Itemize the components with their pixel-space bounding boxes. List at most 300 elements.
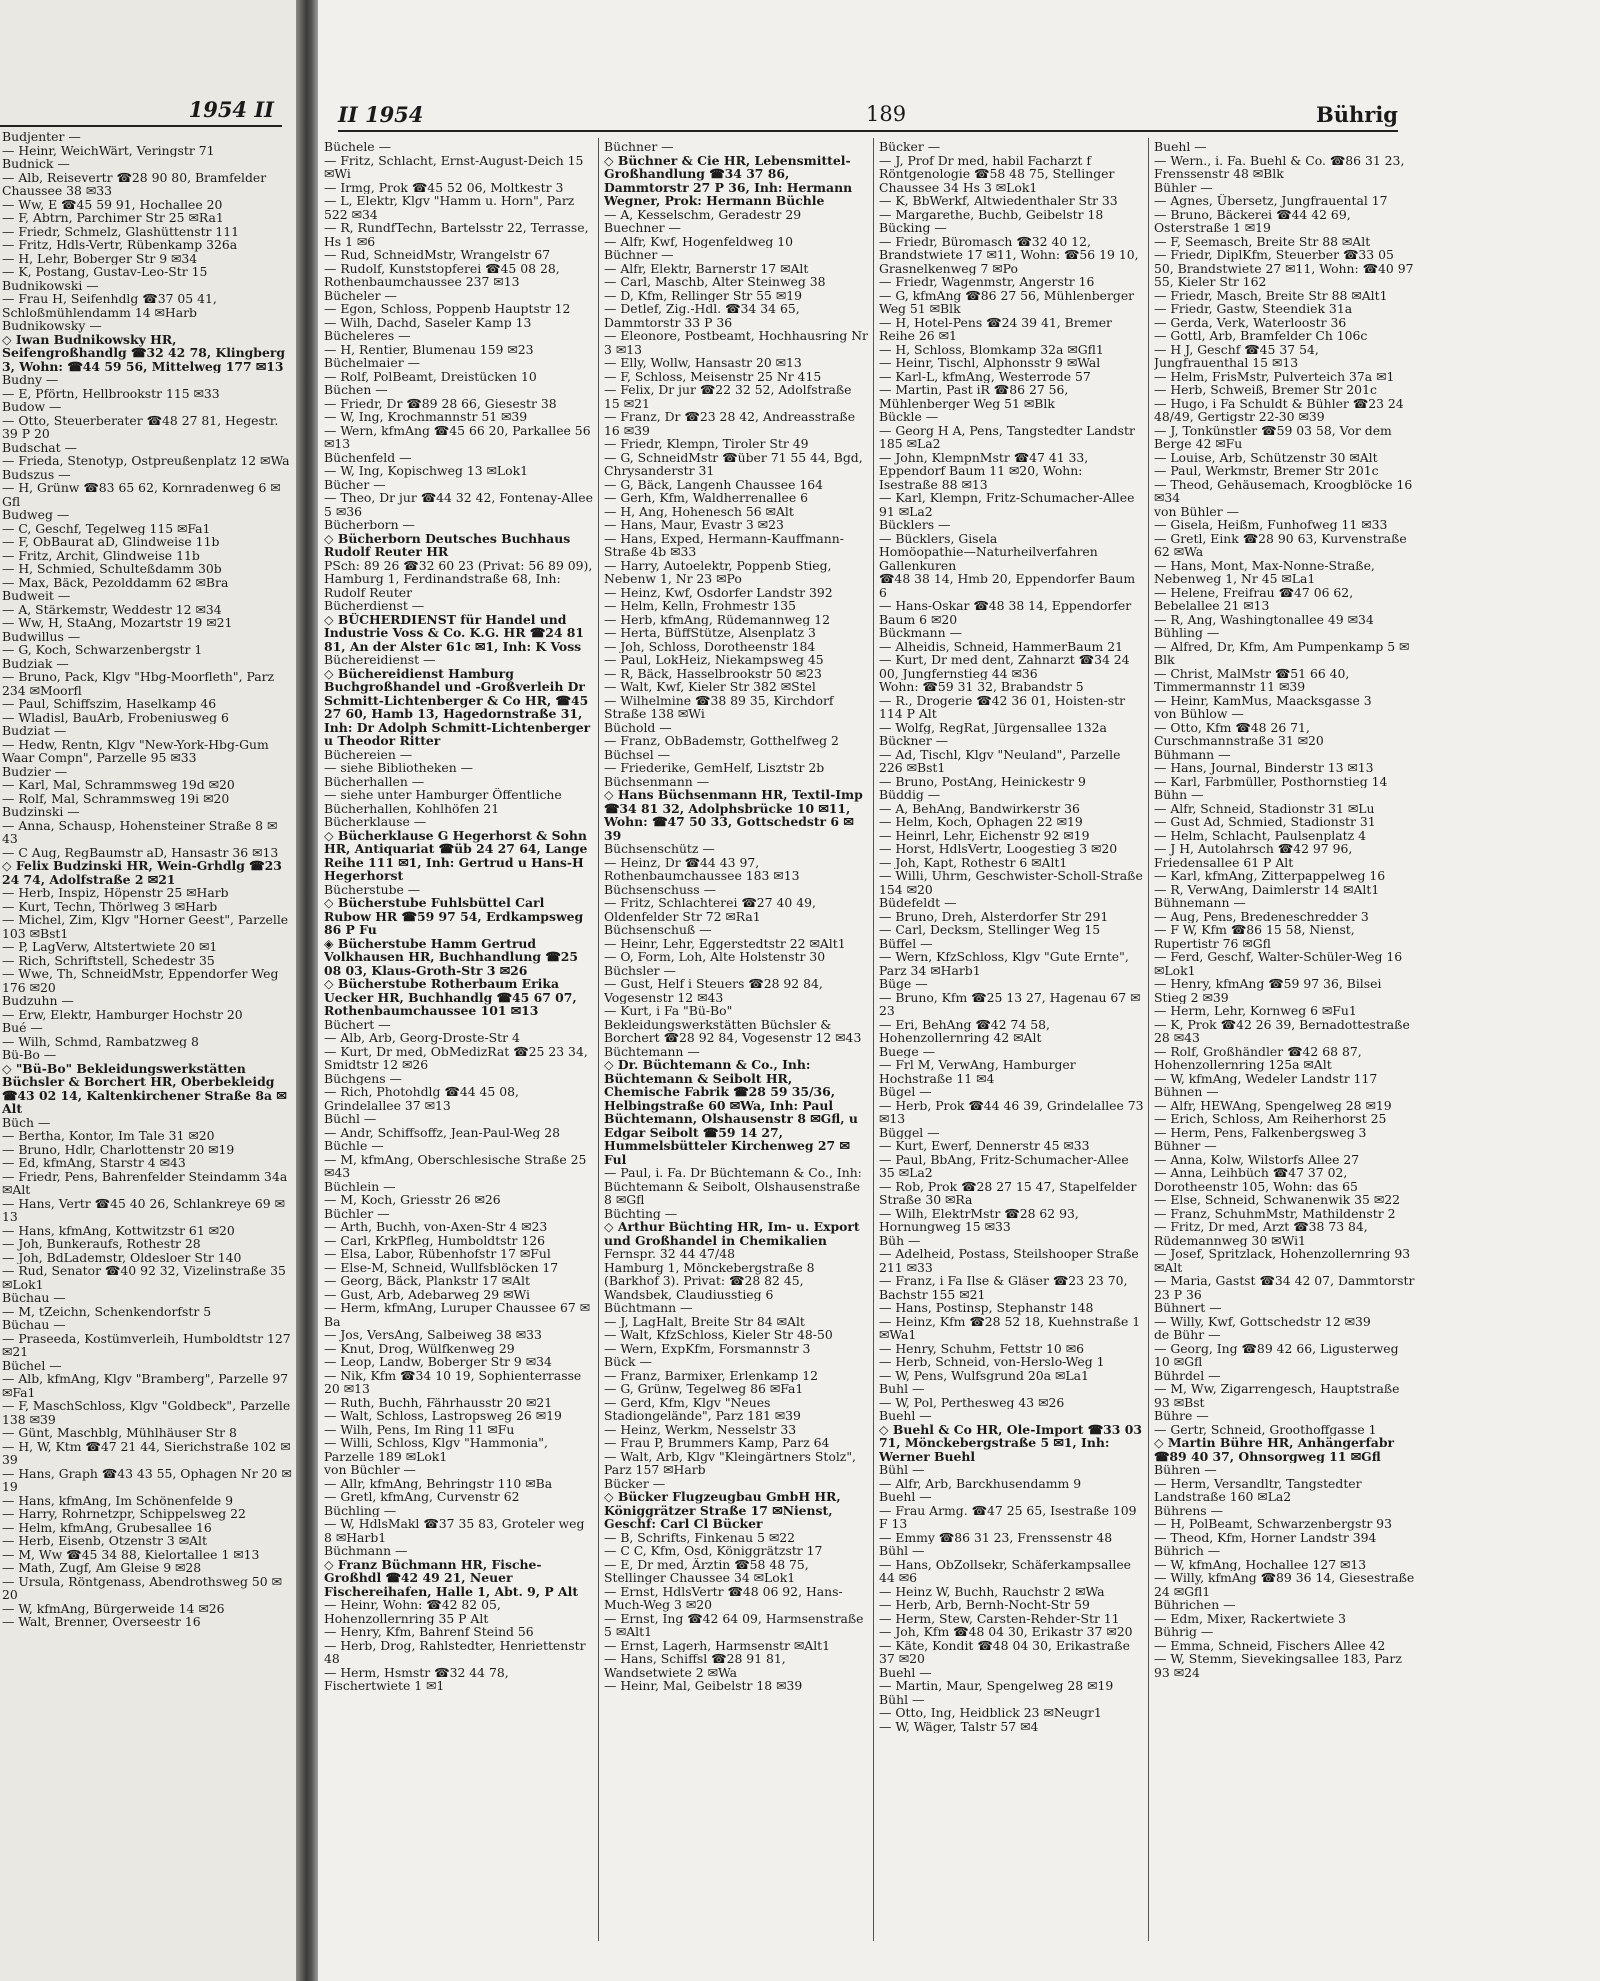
directory-entry: ◇ Bücherstube Fuhlsbüttel Carl Rubow HR ☎59 97 54, Erdkampsweg 86 P Fu xyxy=(324,896,584,937)
entry-heading: Büchtemann — xyxy=(604,1044,700,1058)
directory-entry: — Helm, Koch, Ophagen 22 ✉19 xyxy=(879,815,1083,829)
directory-entry: — Friedr, Pens, Bahrenfelder Steindamm 34a ✉Alt xyxy=(2,1169,288,1197)
directory-entry: — Friedr, DiplKfm, Steuerber ☎33 05 50, Brandstwiete 27 ✉11, Wohn: ☎40 97 55, Kieler Str 162 xyxy=(1154,248,1414,289)
entry-heading: Budziak — xyxy=(2,656,69,670)
directory-entry: — Elly, Wollw, Hansastr 20 ✉13 xyxy=(604,356,802,370)
entry-heading: Büchgens — xyxy=(324,1071,402,1085)
directory-entry: — Wilhelmine ☎38 89 35, Kirchdorf Straße 138 ✉Wi xyxy=(604,693,834,721)
directory-entry: — W, HdlsMakl ☎37 35 83, Groteler weg 8 ✉Harb1 xyxy=(324,1517,585,1544)
entry-heading: Budwillus — xyxy=(2,629,81,643)
directory-entry: — Rolf, PolBeamt, Dreistücken 10 xyxy=(324,369,537,383)
right-page xyxy=(318,0,1600,1981)
directory-entry: — Karl, Farbmüller, Posthornstieg 14 xyxy=(1154,774,1388,788)
directory-entry: — Günt, Maschblg, Mühlhäuser Str 8 xyxy=(2,1426,237,1440)
directory-entry: — Georg H A, Pens, Tangstedter Landstr 185 ✉La2 xyxy=(879,423,1135,451)
entry-heading: Büchsenschütz — xyxy=(604,842,715,856)
directory-entry: — Frl M, VerwAng, Hamburger Hochstraße 11 ✉4 xyxy=(879,1058,1076,1085)
directory-entry: — Joh, Schloss, Dorotheenstr 184 xyxy=(604,639,816,653)
directory-entry: — Helm, Schlacht, Paulsenplatz 4 xyxy=(1154,828,1366,842)
directory-entry: — Heinr, Wohn: ☎42 82 05, Hohenzollernring 35 P Alt xyxy=(324,1598,501,1625)
directory-entry: — L, Elektr, Klgv "Hamm u. Horn", Parz 522 ✉34 xyxy=(324,194,575,221)
directory-entry: — Gottl, Arb, Bramfelder Ch 106c xyxy=(1154,329,1368,343)
directory-entry: — B, Schrifts, Finkenau 5 ✉22 xyxy=(604,1530,796,1544)
entry-heading: Büchsenmann — xyxy=(604,774,710,788)
entry-heading: Budzuhn — xyxy=(2,994,74,1008)
directory-entry: — Aug, Pens, Bredeneschredder 3 xyxy=(1154,909,1369,923)
directory-entry: — J, Prof Dr med, habil Facharzt f Röntgenologie ☎58 48 75, Stellinger Chaussee 34 Hs 3 ✉Lok1 xyxy=(879,153,1115,194)
directory-entry: — Willy, Kwf, Gottschedstr 12 ✉39 xyxy=(1154,1314,1371,1328)
directory-entry: — Felix, Dr jur ☎22 32 52, Adolfstraße 15 ✉21 xyxy=(604,383,852,410)
directory-entry: — Hans-Oskar ☎48 38 14, Eppendorfer Baum 6 ✉20 xyxy=(879,599,1132,626)
directory-entry: — H J, Geschf ☎45 37 54, Jungfrauenthal 15 ✉13 xyxy=(1154,342,1319,370)
directory-entry: — Ruth, Buchh, Fährhausstr 20 ✉21 xyxy=(324,1395,553,1409)
directory-entry: — Bertha, Kontor, Im Tale 31 ✉20 xyxy=(2,1129,215,1143)
entry-heading: Büchsenschuss — xyxy=(604,882,716,896)
directory-entry: — Bruno, Hdlr, Charlottenstr 20 ✉19 xyxy=(2,1142,235,1156)
entry-heading: Bücherstube — xyxy=(324,882,421,896)
directory-entry: — Ernst, Lagerh, Harmsenstr ✉Alt1 xyxy=(604,1638,831,1652)
directory-entry: — Anna, Kolw, Wilstorfs Allee 27 xyxy=(1154,1152,1360,1166)
directory-entry: — Rudolf, Kunststopferei ☎45 08 28, Rothenbaumchaussee 237 ✉13 xyxy=(324,261,560,289)
entry-heading: Bücheler — xyxy=(324,288,397,302)
entry-heading: Bühmann — xyxy=(1154,747,1231,761)
directory-entry: — G, SchneidMstr ☎über 71 55 44, Bgd, Chrysanderstr 31 xyxy=(604,450,863,478)
directory-entry: — F, ObBaurat aD, Glindweise 11b xyxy=(2,535,220,549)
directory-entry: — Ursula, Röntgenass, Abendrothsweg 50 ✉20 xyxy=(2,1574,282,1602)
entry-heading: Budschat — xyxy=(2,440,77,454)
entry-heading: Bücker — xyxy=(879,140,941,154)
directory-entry: ◇ Hans Büchsenmann HR, Textil-Imp ☎34 81 32, Adolphsbrücke 10 ✉11, Wohn: ☎47 50 33, Gottschedstr 6 ✉39 xyxy=(604,788,863,842)
directory-entry: — Rud, Senator ☎40 92 32, Vizelinstraße 35 ✉Lok1 xyxy=(2,1264,286,1291)
directory-entry: — Andr, Schiffsoffz, Jean-Paul-Weg 28 xyxy=(324,1125,560,1139)
directory-entry: — Herb, Eisenb, Otzenstr 3 ✉Alt xyxy=(2,1534,207,1548)
directory-entry: — Wern, kfmAng ☎45 66 20, Parkallee 56 ✉13 xyxy=(324,423,591,451)
directory-entry: — R, RundfTechn, Bartelsstr 22, Terrasse, Hs 1 ✉6 xyxy=(324,221,589,248)
directory-entry: — Horst, HdlsVertr, Loogestieg 3 ✉20 xyxy=(879,842,1118,856)
entry-heading: Bücherhallen — xyxy=(324,774,425,788)
directory-entry: — Fritz, Dr med, Arzt ☎38 73 84, Rüdemannweg 30 ✉Wi1 xyxy=(1154,1220,1368,1247)
directory-entry: — Gisela, Heißm, Funhofweg 11 ✉33 xyxy=(1154,518,1388,532)
directory-entry: — H, Rentier, Blumenau 159 ✉23 xyxy=(324,342,534,356)
directory-entry: ◈ Bücherstube Hamm Gertrud Volkhausen HR, Buchhandlung ☎25 08 03, Klaus-Groth-Str 3 ✉26 xyxy=(324,936,579,977)
directory-entry: — Kurt, Ewerf, Dennerstr 45 ✉33 xyxy=(879,1139,1090,1153)
directory-entry: — Edm, Mixer, Rackertwiete 3 xyxy=(1154,1611,1347,1625)
entry-heading: Büchau — xyxy=(2,1318,66,1332)
right-page-column-3 xyxy=(879,140,1145,1951)
directory-entry: — W, Ing, Krochmannstr 51 ✉39 xyxy=(324,410,528,424)
directory-entry: — Ed, kfmAng, Starstr 4 ✉43 xyxy=(2,1156,186,1170)
entry-heading: Bücher — xyxy=(324,477,386,491)
directory-entry: — Gust, Helf i Steuers ☎28 92 84, Vogesenstr 12 ✉43 xyxy=(604,977,823,1004)
entry-heading: Bühnert — xyxy=(1154,1301,1222,1315)
directory-entry: — Wolfg, RegRat, Jürgensallee 132a xyxy=(879,720,1107,734)
directory-entry: — Friedr, Klempn, Tiroler Str 49 xyxy=(604,437,809,451)
directory-entry: — W, kfmAng, Bürgerweide 14 ✉26 xyxy=(2,1601,225,1615)
directory-entry: — Henry, Schuhm, Fettstr 10 ✉6 xyxy=(879,1341,1084,1355)
directory-entry: — Math, Zugf, Am Gleise 9 ✉28 xyxy=(2,1561,202,1575)
column-divider xyxy=(873,138,874,1941)
entry-heading: Büchtmann — xyxy=(604,1301,693,1315)
directory-entry: — Jos, VersAng, Salbeiweg 38 ✉33 xyxy=(324,1328,542,1342)
entry-heading: Budny — xyxy=(2,373,59,387)
entry-heading: Büchsel — xyxy=(604,747,670,761)
directory-entry: — Franz, SchuhmMstr, Mathildenstr 2 xyxy=(1154,1206,1396,1220)
directory-entry: — Herb, Arb, Bernh-Nocht-Str 59 xyxy=(879,1598,1090,1612)
directory-entry: — Alfr, Arb, Barckhusendamm 9 xyxy=(879,1476,1082,1490)
directory-entry: — Frau Armg. ☎47 25 65, Isestraße 109 F 13 xyxy=(879,1503,1137,1531)
directory-entry: — Alb, kfmAng, Klgv "Bramberg", Parzelle 97 ✉Fa1 xyxy=(2,1372,289,1399)
entry-heading: Budszus — xyxy=(2,467,71,481)
directory-entry: — Ww, H, StaAng, Mozartstr 19 ✉21 xyxy=(2,616,233,630)
directory-entry: — Hans, kfmAng, Kottwitzstr 61 ✉20 xyxy=(2,1223,235,1237)
directory-entry: — Arth, Buchh, von-Axen-Str 4 ✉23 xyxy=(324,1220,548,1234)
directory-entry: — Max, Bäck, Pezolddamm 62 ✉Bra xyxy=(2,575,229,589)
directory-entry: — Else-M, Schneid, Wullfsblöcken 17 xyxy=(324,1260,559,1274)
entry-heading: Buechner — xyxy=(604,221,681,235)
directory-entry: — F, Seemasch, Breite Str 88 ✉Alt xyxy=(1154,234,1371,248)
directory-entry: ◇ Bücherborn Deutsches Buchhaus Rudolf Reuter HR xyxy=(324,531,571,559)
entry-heading: Bücherdienst — xyxy=(324,599,425,613)
directory-entry: — Helm, kfmAng, Grubesallee 16 xyxy=(2,1520,212,1534)
directory-entry: — Wilh, Schmd, Rambatzweg 8 xyxy=(2,1034,199,1048)
directory-entry: — Kurt, Dr med, ObMedizRat ☎25 23 34, Smidtstr 12 ✉26 xyxy=(324,1044,588,1072)
entry-heading: Büchenfeld — xyxy=(324,450,412,464)
directory-entry: — Heinr, KamMus, Maacksgasse 3 xyxy=(1154,693,1372,707)
directory-entry: — Herb, Schneid, von-Herslo-Weg 1 xyxy=(879,1355,1105,1369)
directory-entry: — M, tZeichn, Schenkendorfstr 5 xyxy=(2,1304,212,1318)
directory-entry: ◇ Martin Bühre HR, Anhängerfabr ☎89 40 37, Ohnsorgweg 11 ✉Gfl xyxy=(1154,1436,1395,1463)
directory-entry: — Anna, Schausp, Hohensteiner Straße 8 ✉43 xyxy=(2,818,278,846)
directory-entry: — Bruno, Bäckerei ☎44 42 69, Osterstraße 1 ✉19 xyxy=(1154,207,1351,235)
directory-entry: — F, Abtrn, Parchimer Str 25 ✉Ra1 xyxy=(2,211,224,225)
directory-entry: — Otto, Ing, Heidblick 23 ✉Neugr1 xyxy=(879,1706,1102,1720)
left-page-column xyxy=(2,130,292,1951)
directory-entry: — Walt, KfzSchloss, Kieler Str 48-50 xyxy=(604,1328,833,1342)
entry-heading: Bühling — xyxy=(1154,626,1220,640)
directory-entry: — H, W, Ktm ☎47 21 44, Sierichstraße 102 ✉39 xyxy=(2,1439,291,1467)
directory-entry: — Ad, Tischl, Klgv "Neuland", Parzelle 226 ✉Bst1 xyxy=(879,747,1121,775)
directory-entry: — Franz, i Fa Ilse & Gläser ☎23 23 70, Bachstr 155 ✉21 xyxy=(879,1274,1128,1301)
directory-entry: — Henry, kfmAng ☎59 97 36, Bilsei Stieg 2 ✉39 xyxy=(1154,977,1382,1004)
directory-entry: — Bruno, Pack, Klgv "Hbg-Moorfleth", Parz 234 ✉Moorfl xyxy=(2,670,275,697)
entry-heading: Büchl — xyxy=(324,1112,377,1126)
right-page-header-right: Bührig xyxy=(1315,102,1398,127)
directory-entry: — Heinz, Dr ☎44 43 97, Rothenbaumchaussee 183 ✉13 xyxy=(604,855,800,883)
entry-heading: Buhl — xyxy=(879,1382,925,1396)
directory-entry: — Frau P, Brummers Kamp, Parz 64 xyxy=(604,1436,830,1450)
entry-heading: von Bühler — xyxy=(1154,504,1239,518)
entry-heading: Budow — xyxy=(2,400,62,414)
entry-heading: Bücking — xyxy=(879,221,947,235)
entry-heading: Büchmann — xyxy=(324,1544,408,1558)
directory-entry: — Herb, kfmAng, Rüdemannweg 12 xyxy=(604,612,831,626)
entry-heading: Büchereidienst — xyxy=(324,653,436,667)
directory-entry: — Karl, Klempn, Fritz-Schumacher-Allee 91 ✉La2 xyxy=(879,491,1135,518)
directory-entry: ◇ Franz Büchmann HR, Fische-Großhdl ☎42 49 21, Neuer Fischereihafen, Halle 1, Abt. 9, P Alt xyxy=(324,1557,579,1598)
directory-entry: — Kurt, i Fa "Bü-Bo" Bekleidungswerkstätten Büchsler & Borchert ☎28 92 84, Vogesenstr 12 ✉43 xyxy=(604,1004,862,1045)
entry-heading: Büchold — xyxy=(604,720,672,734)
directory-entry: — Heinr, Lehr, Eggerstedtstr 22 ✉Alt1 xyxy=(604,936,846,950)
entry-heading: Büchlein — xyxy=(324,1179,396,1193)
directory-entry: — Willi, Schloss, Klgv "Hammonia", Parzelle 189 ✉Lok1 xyxy=(324,1436,548,1463)
directory-entry: — Gretl, kfmAng, Curvenstr 62 xyxy=(324,1490,520,1504)
entry-heading: von Büchler — xyxy=(324,1463,416,1477)
directory-entry: — H, Schmied, Schulteßdamm 30b xyxy=(2,562,222,576)
entry-heading: Bügel — xyxy=(879,1085,932,1099)
directory-entry: — Willy, kfmAng ☎89 36 14, Giesestraße 24 ✉Gfl1 xyxy=(1154,1571,1415,1598)
directory-entry: — Theod, Gehäusemach, Kroogblöcke 16 ✉34 xyxy=(1154,477,1413,505)
directory-entry: — H, Lehr, Boberger Str 9 ✉34 xyxy=(2,251,198,265)
directory-entry: — Herm, Hsmstr ☎32 44 78, Fischertwiete 1 ✉1 xyxy=(324,1665,509,1693)
directory-entry: — M, Ww ☎45 34 88, Kielortallee 1 ✉13 xyxy=(2,1547,260,1561)
entry-heading: Buehl — xyxy=(1154,140,1207,154)
directory-entry: — F W, Kfm ☎86 15 58, Nienst, Rupertistr 76 ✉Gfl xyxy=(1154,923,1355,950)
directory-entry: — Eri, BehAng ☎42 74 58, Hohenzollernring 42 ✉Alt xyxy=(879,1017,1050,1045)
entry-heading: Büchel — xyxy=(2,1358,62,1372)
directory-entry: ◇ Büchner & Cie HR, Lebensmittel-Großhandlung ☎34 37 86, Dammtorstr 27 P 36, Inh: Hermann Wegner, Prok: Hermann Büchle xyxy=(604,153,853,208)
directory-entry: — Joh, Kapt, Rothestr 6 ✉Alt1 xyxy=(879,855,1068,869)
entry-heading: Bührich — xyxy=(1154,1544,1221,1558)
entry-heading: Buehl — xyxy=(879,1665,932,1679)
directory-entry: — Helm, Kelln, Frohmestr 135 xyxy=(604,599,796,613)
directory-entry: — J H, Autolahrsch ☎42 97 96, Friedensallee 61 P Alt xyxy=(1154,842,1353,869)
directory-entry: — Otto, Steuerberater ☎48 27 81, Hegestr. 39 P 20 xyxy=(2,413,279,441)
directory-entry: — Hans, Graph ☎43 43 55, Ophagen Nr 20 ✉19 xyxy=(2,1466,292,1494)
entry-heading: Bühl — xyxy=(879,1544,925,1558)
entry-heading: Bühler — xyxy=(1154,180,1213,194)
directory-entry: — Hugo, i Fa Schuldt & Bühler ☎23 24 48/49, Gertigstr 22-30 ✉39 xyxy=(1154,396,1404,424)
directory-entry: — Heinz, Werkm, Nesselstr 33 xyxy=(604,1422,797,1436)
directory-entry: — E, Pförtn, Hellbrookstr 115 ✉33 xyxy=(2,386,220,400)
right-page-header-left: II 1954 xyxy=(338,102,424,127)
directory-entry: — Walt, Kwf, Kieler Str 382 ✉Stel xyxy=(604,680,816,694)
directory-entry: — Carl, KrkPfleg, Humboldtstr 126 xyxy=(324,1233,546,1247)
directory-entry: — W, Ing, Kopischweg 13 ✉Lok1 xyxy=(324,464,528,478)
directory-entry: — E, Dr med, Ärztin ☎58 48 75, Stellinger Chaussee 34 ✉Lok1 xyxy=(604,1557,809,1585)
directory-entry: — Eleonore, Postbeamt, Hochhausring Nr 3 ✉13 xyxy=(604,329,868,356)
directory-entry: — John, KlempnMstr ☎47 41 33, Eppendorf Baum 11 ✉20, Wohn: Isestraße 88 ✉13 xyxy=(879,450,1089,491)
entry-heading: Büggel — xyxy=(879,1125,940,1139)
directory-entry: — Wern, ExpKfm, Forsmannstr 3 xyxy=(604,1341,811,1355)
directory-entry: — Georg, Ing ☎89 42 66, Ligusterweg 10 ✉Gfl xyxy=(1154,1341,1399,1369)
directory-entry: — Harry, Rohrnetzpr, Schippelsweg 22 xyxy=(2,1507,246,1521)
directory-entry: — Adelheid, Postass, Steilshooper Straße 211 ✉33 xyxy=(879,1247,1139,1274)
directory-entry: — Praseeda, Kostümverleih, Humboldtstr 127 ✉21 xyxy=(2,1331,291,1359)
directory-entry: Hamburg 1, Mönckebergstraße 8 (Barkhof 3). Privat: ☎28 82 45, Wandsbek, Claudiusstieg 6 xyxy=(604,1260,815,1301)
directory-entry: — Else, Schneid, Schwanenwik 35 ✉22 xyxy=(1154,1193,1400,1207)
directory-entry: — A, BehAng, Bandwirkerstr 36 xyxy=(879,801,1080,815)
directory-entry: — A, Kesselschm, Geradestr 29 xyxy=(604,207,802,221)
directory-entry: — F, MaschSchloss, Klgv "Goldbeck", Parzelle 138 ✉39 xyxy=(2,1399,291,1426)
entry-heading: Budjenter — xyxy=(2,130,81,144)
directory-entry: Wohn: ☎59 31 32, Brabandstr 5 xyxy=(879,680,1084,694)
right-page-column-1 xyxy=(324,140,594,1951)
directory-entry: — Frau H, Seifenhdlg ☎37 05 41, Schloßmühlendamm 14 ✉Harb xyxy=(2,292,217,319)
directory-entry: ◇ Bücherklause G Hegerhorst & Sohn HR, Antiquariat ☎üb 24 27 64, Lange Reihe 111 ✉1, Inh: Gertrud u Hans-H Hegerhorst xyxy=(324,828,588,883)
directory-entry: — Wern, KfzSchloss, Klgv "Gute Ernte", Parz 34 ✉Harb1 xyxy=(879,950,1129,977)
directory-entry: — Kurt, Dr med dent, Zahnarzt ☎34 24 00, Jungfernstieg 44 ✉36 xyxy=(879,653,1130,680)
directory-entry: — K, Postang, Gustav-Leo-Str 15 xyxy=(2,265,208,279)
directory-entry: — Alfr, Elektr, Barnerstr 17 ✉Alt xyxy=(604,261,809,275)
directory-entry: — Friedr, Büromasch ☎32 40 12, Brandstwiete 17 ✉11, Wohn: ☎56 19 10, Grasnelkenweg 7 ✉Po xyxy=(879,234,1139,275)
directory-entry: — Bruno, Kfm ☎25 13 27, Hagenau 67 ✉23 xyxy=(879,990,1141,1018)
column-divider xyxy=(1148,138,1149,1941)
entry-heading: Bührdel — xyxy=(1154,1368,1221,1382)
left-page xyxy=(0,0,300,1981)
directory-entry: — Fritz, Hdls-Vertr, Rübenkamp 326a xyxy=(2,238,238,252)
directory-entry: — Hans, Journal, Binderstr 13 ✉13 xyxy=(1154,761,1374,775)
directory-entry: — Hans, ObZollsekr, Schäferkampsallee 44 ✉6 xyxy=(879,1557,1132,1585)
directory-entry: — Hans, Mont, Max-Nonne-Straße, Nebenweg 1, Nr 45 ✉La1 xyxy=(1154,558,1375,586)
entry-heading: Büchle — xyxy=(324,1139,384,1153)
directory-entry: — Käte, Kondit ☎48 04 30, Erikastraße 37 ✉20 xyxy=(879,1638,1130,1666)
entry-heading: Büchereien — xyxy=(324,747,413,761)
entry-heading: Budweit — xyxy=(2,589,71,603)
directory-entry: — Heinz, Kfm ☎28 52 18, Kuehnstraße 1 ✉Wa1 xyxy=(879,1314,1141,1342)
directory-entry: — Herm, Lehr, Kornweg 6 ✉Fu1 xyxy=(1154,1004,1357,1018)
directory-entry: — C, Geschf, Tegelweg 115 ✉Fa1 xyxy=(2,521,211,535)
entry-heading: Budnikowsky — xyxy=(2,319,102,333)
entry-heading: Büchert — xyxy=(324,1017,391,1031)
entry-heading: Bücker — xyxy=(604,1476,666,1490)
directory-entry: — Josef, Spritzlack, Hohenzollernring 93 ✉Alt xyxy=(1154,1247,1411,1274)
entry-heading: Bühnen — xyxy=(1154,1085,1219,1099)
entry-heading: Bühl — xyxy=(879,1463,925,1477)
directory-entry: — Hans, Maur, Evastr 3 ✉23 xyxy=(604,518,784,532)
directory-entry: — Rich, Schriftstell, Schedestr 35 xyxy=(2,953,215,967)
directory-entry: — Detlef, Zig.-Hdl. ☎34 34 65, Dammtorstr 33 P 36 xyxy=(604,302,800,329)
entry-heading: Bühren — xyxy=(1154,1463,1217,1477)
directory-entry: — Gretl, Eink ☎28 90 63, Kurvenstraße 62 ✉Wa xyxy=(1154,531,1407,559)
entry-heading: Büdefeldt — xyxy=(879,896,957,910)
directory-entry: — Martin, Maur, Spengelweg 28 ✉19 xyxy=(879,1679,1114,1693)
entry-heading: Budnikowski — xyxy=(2,278,99,292)
directory-entry: — Martin, Past iR ☎86 27 56, Mühlenberger Weg 51 ✉Blk xyxy=(879,383,1069,410)
directory-entry: — Heinr, Mal, Geibelstr 18 ✉39 xyxy=(604,1679,803,1693)
entry-heading: Büchelmaier — xyxy=(324,356,420,370)
directory-entry: — Herb, Drog, Rahlstedter, Henriettenstr 48 xyxy=(324,1638,586,1666)
directory-entry: — Friederike, GemHelf, Lisztstr 2b xyxy=(604,761,825,775)
directory-entry: — Louise, Arb, Schützenstr 30 ✉Alt xyxy=(1154,450,1378,464)
directory-entry: — G, Bäck, Langenh Chaussee 164 xyxy=(604,477,824,491)
entry-heading: Bühl — xyxy=(879,1692,925,1706)
entry-heading: Budzinski — xyxy=(2,805,80,819)
entry-heading: Büchsler — xyxy=(604,963,676,977)
directory-entry: — Paul, Werkmstr, Bremer Str 201c xyxy=(1154,464,1379,478)
directory-entry: — J, Tonkünstler ☎59 03 58, Vor dem Berge 42 ✉Fu xyxy=(1154,423,1392,451)
directory-entry: PSch: 89 26 ☎32 60 23 (Privat: 56 89 09), Hamburg 1, Ferdinandstraße 68, Inh: Rudolf Reuter xyxy=(324,558,593,599)
directory-entry: — Ferd, Geschf, Walter-Schüler-Weg 16 ✉Lok1 xyxy=(1154,950,1403,977)
directory-entry: — Heinr, Tischl, Alphonsstr 9 ✉Wal xyxy=(879,356,1101,370)
entry-heading: Bücklers — xyxy=(879,518,951,532)
directory-entry: — Kurt, Techn, Thörlweg 3 ✉Harb xyxy=(2,899,218,913)
directory-entry: — W, Pens, Wulfsgrund 20a ✉La1 xyxy=(879,1368,1089,1382)
directory-entry: — Gertr, Schneid, Groothoffgasse 1 xyxy=(1154,1422,1377,1436)
directory-entry: — Paul, BbAng, Fritz-Schumacher-Allee 35 ✉La2 xyxy=(879,1152,1129,1180)
directory-entry: — M, Koch, Griesstr 26 ✉26 xyxy=(324,1193,501,1207)
directory-entry: — C C, Kfm, Osd, Königgrätzstr 17 xyxy=(604,1544,823,1558)
directory-entry: — C Aug, RegBaumstr aD, Hansastr 36 ✉13 xyxy=(2,845,279,859)
directory-entry: — K, BbWerkf, Altwiedenthaler Str 33 xyxy=(879,194,1118,208)
entry-heading: von Bühlow — xyxy=(1154,707,1244,721)
directory-entry: — Michel, Zim, Klgv "Horner Geest", Parzelle 103 ✉Bst1 xyxy=(2,913,289,940)
directory-entry: — W, Wäger, Talstr 57 ✉4 xyxy=(879,1719,1039,1733)
entry-heading: Büchsenschuß — xyxy=(604,923,712,937)
directory-entry: — Walt, Arb, Klgv "Kleingärtners Stolz", Parz 157 ✉Harb xyxy=(604,1449,856,1477)
directory-entry: — Paul, i. Fa. Dr Büchtemann & Co., Inh: Büchtemann & Seibolt, Olshausenstraße 8 ✉Gfl xyxy=(604,1166,862,1207)
directory-entry: — Heinz W, Buchh, Rauchstr 2 ✉Wa xyxy=(879,1584,1105,1598)
entry-heading: Budziat — xyxy=(2,724,67,738)
directory-entry: — Emmy ☎86 31 23, Frenssenstr 48 xyxy=(879,1530,1113,1544)
directory-entry: — R., Drogerie ☎42 36 01, Hoisten-str 114 P Alt xyxy=(879,693,1126,721)
directory-entry: — Wilh, ElektrMstr ☎28 62 93, Hornungweg 15 ✉33 xyxy=(879,1206,1079,1234)
directory-entry: — Carl, Maschb, Alter Steinweg 38 xyxy=(604,275,826,289)
directory-entry: — Rolf, Großhändler ☎42 68 87, Hohenzollernring 125a ✉Alt xyxy=(1154,1044,1362,1072)
directory-entry: — Henry, Kfm, Bahrenf Steind 56 xyxy=(324,1625,534,1639)
directory-entry: ◇ Buehl & Co HR, Ole-Import ☎33 03 71, Mönckebergstraße 5 ✉1, Inh: Werner Buehl xyxy=(879,1422,1142,1463)
directory-entry: — Franz, Barmixer, Erlenkamp 12 xyxy=(604,1368,819,1382)
directory-entry: — Margarethe, Buchb, Geibelstr 18 xyxy=(879,207,1104,221)
directory-entry: — Wladisl, BauArb, Frobeniusweg 6 xyxy=(2,710,229,724)
column-divider xyxy=(598,138,599,1941)
directory-entry: ◇ BÜCHERDIENST für Handel und Industrie Voss & Co. K.G. HR ☎24 81 81, An der Alster 61c ✉1, Inh: K Voss xyxy=(324,612,585,653)
right-page-header xyxy=(338,100,1398,132)
directory-entry: — Georg, Bäck, Plankstr 17 ✉Alt xyxy=(324,1274,530,1288)
entry-heading: Bührig — xyxy=(1154,1625,1214,1639)
left-page-header-text: 1954 II xyxy=(188,97,274,122)
directory-entry: ◇ Felix Budzinski HR, Wein-Grhdlg ☎23 24 74, Adolfstraße 2 ✉21 xyxy=(2,859,282,886)
directory-entry: — Franz, Dr ☎23 28 42, Andreasstraße 16 ✉39 xyxy=(604,410,856,437)
entry-heading: Buege — xyxy=(879,1044,936,1058)
entry-heading: Bué — xyxy=(2,1021,43,1035)
directory-entry: ◇ Arthur Büchting HR, Im- u. Export und Großhandel in Chemikalien xyxy=(604,1220,860,1247)
directory-entry: — W, kfmAng, Hochallee 127 ✉13 xyxy=(1154,1557,1367,1571)
directory-entry: — Herta, BüffStütze, Alsenplatz 3 xyxy=(604,626,816,640)
entry-heading: Bühner — xyxy=(1154,1139,1217,1153)
left-page-header xyxy=(0,95,282,127)
directory-entry: — Rich, Photohdlg ☎44 45 08, Grindelallee 37 ✉13 xyxy=(324,1085,519,1112)
directory-entry: — W, Pol, Perthesweg 43 ✉26 xyxy=(879,1395,1065,1409)
entry-heading: Bückmann — xyxy=(879,626,962,640)
directory-entry: — Allr, kfmAng, Behringstr 110 ✉Ba xyxy=(324,1476,553,1490)
entry-heading: Bühre — xyxy=(1154,1409,1209,1423)
directory-entry: — Rud, SchneidMstr, Wrangelstr 67 xyxy=(324,248,551,262)
directory-entry: — Walt, Schloss, Lastropsweg 26 ✉19 xyxy=(324,1409,562,1423)
directory-entry: — Friedr, Wagenmstr, Angerstr 16 xyxy=(879,275,1095,289)
directory-entry: ◇ Büchereidienst Hamburg Buchgroßhandel und -Großverleih Dr Schmitt-Lichtenberger & Co HR, ☎45 27 60, Hamb 13, Hagedornstraße 31, Inh: Dr Adolph Schmitt-Lichtenberger u Theodor Ritter xyxy=(324,666,591,748)
directory-entry: Fernspr. 32 44 47/48 xyxy=(604,1247,736,1261)
directory-entry: — Gerda, Verk, Waterloostr 36 xyxy=(1154,315,1347,329)
directory-entry: — Rob, Prok ☎28 27 15 47, Stapelfelder Straße 30 ✉Ra xyxy=(879,1179,1137,1207)
directory-entry: — Nik, Kfm ☎34 10 19, Sophienterrasse 20 ✉13 xyxy=(324,1368,582,1396)
directory-entry: — Gust, Arb, Adebarweg 29 ✉Wi xyxy=(324,1287,530,1301)
entry-heading: Buehl — xyxy=(879,1409,932,1423)
entry-heading: Bücheleres — xyxy=(324,329,411,343)
directory-entry: — G, Grünw, Tegelweg 86 ✉Fa1 xyxy=(604,1382,804,1396)
entry-heading: Büchau — xyxy=(2,1291,66,1305)
directory-entry: — Theod, Kfm, Horner Landstr 394 xyxy=(1154,1530,1377,1544)
directory-entry: — Wilh, Dachd, Saseler Kamp 13 xyxy=(324,315,532,329)
directory-entry: — Erich, Schloss, Am Reiherhorst 25 xyxy=(1154,1112,1387,1126)
directory-entry: — Helm, FrisMstr, Pulverteich 37a ✉1 xyxy=(1154,369,1395,383)
directory-entry: — Theo, Dr jur ☎44 32 42, Fontenay-Allee 5 ✉36 xyxy=(324,491,593,518)
directory-entry: — Bücklers, Gisela xyxy=(879,531,998,545)
directory-entry: — Hans, Schiffsl ☎28 91 81, Wandsetwiete 2 ✉Wa xyxy=(604,1652,786,1679)
directory-entry: — Gerh, Kfm, Waldherrenallee 6 xyxy=(604,491,809,505)
directory-entry: — Joh, Bunkeraufs, Rothestr 28 xyxy=(2,1237,201,1251)
directory-entry: — Joh, BdLademstr, Oldesloer Str 140 xyxy=(2,1250,242,1264)
directory-entry: — Anna, Leihbüch ☎47 37 02, Dorotheenstr 105, Wohn: das 65 xyxy=(1154,1166,1358,1193)
